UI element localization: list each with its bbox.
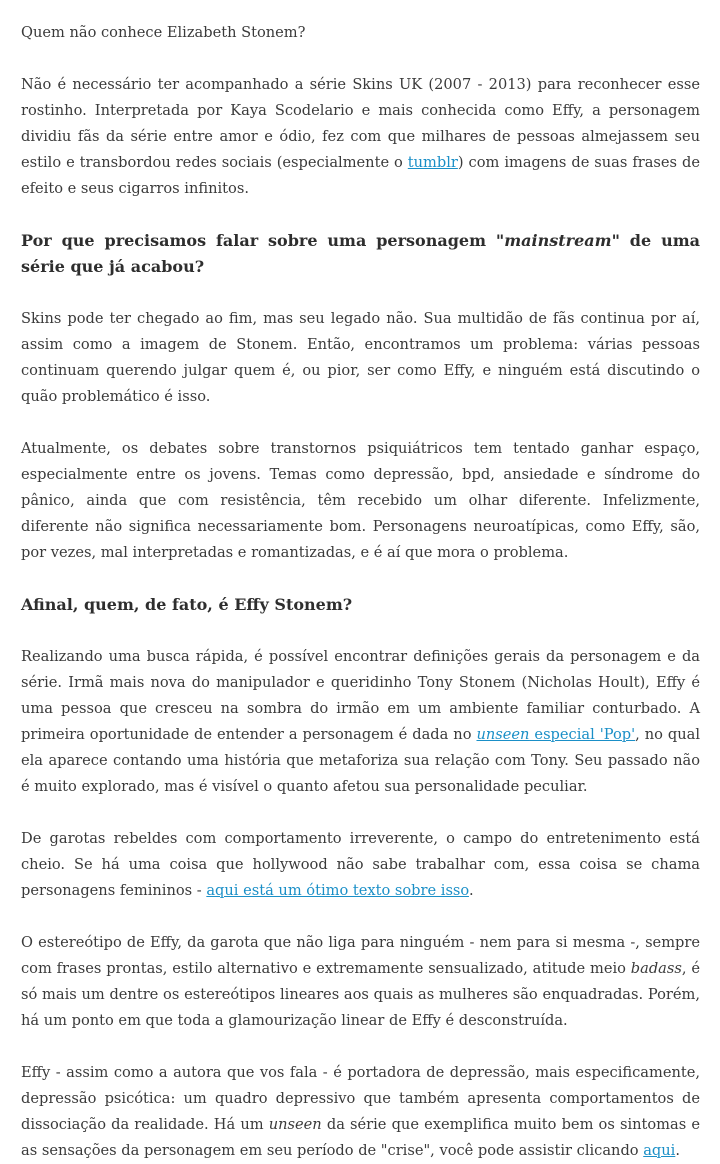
paragraph-text: , no qual ela aparece contando uma história que metaforiza sua relação com Tony. Seu passado não é muito explorado, mas é visível o quanto afetou sua personalidade peculiar. [21,726,700,795]
paragraph-text: . [468,882,474,899]
paragraph-text: Realizando uma busca rápida, é possível encontrar definições gerais da personagem e da série. Irmã mais nova do manipulador e queridinho Tony Stonem (Nicholas Hoult), Effy é uma pessoa que cresceu na sombra do irmão em um ambiente familiar conturbado. A primeira oportunidade de entender a personagem é dada no [21,648,700,743]
paragraph-legacy: Skins pode ter chegado ao fim, mas seu legado não. Sua multidão de fãs continua por aí, assim como a imagem de Stonem. Então, encontramos um problema: várias pessoas continuam querendo julgar quem é, ou pior, ser como Effy, e ninguém está discutindo o quão problemático é isso. [21,310,700,405]
paragraph-text: Não é necessário ter acompanhado a série Skins UK (2007 - 2013) para reconhecer esse rostinho. Interpretada por Kaya Scodelario e mais conhecida como Effy, a personagem dividiu fãs da série entre amor e ódio, fez com que milhares de pessoas almejassem seu estilo e transbordou redes sociais (especialmente o [21,76,700,171]
link-text: especial 'Pop' [529,726,636,743]
paragraph-depression [21,1060,700,1164]
paragraph-skins-intro [21,72,700,202]
great-text-link[interactable]: aqui está um ótimo texto sobre isso [206,882,469,899]
paragraph-emphasis: badass [630,960,682,977]
heading-who-is-effy: Afinal, quem, de fato, é Effy Stonem? [21,595,353,614]
heading-text: Por que precisamos falar sobre uma personagem " [21,231,505,250]
heading-why-talk [21,228,700,280]
heading-emphasis: mainstream [504,231,612,250]
paragraph-text: ) com imagens de suas frases de efeito e seus cigarros infinitos. [21,154,700,197]
paragraph-debates: Atualmente, os debates sobre transtornos psiquiátricos tem tentado ganhar espaço, especialmente entre os jovens. Temas como depressão, bpd, ansiedade e síndrome do pânico, ainda que com resistência, têm recebido um olhar diferente. Infelizmente, diferente não significa necessariamente bom. Personagens neuroatípicas, como Effy, são, por vezes, mal interpretadas e romantizadas, e é aí que mora o problema. [21,440,700,561]
paragraph-text: , é só mais um dentre os estereótipos lineares aos quais as mulheres são enquadradas. Porém, há um ponto em que toda a glamourização linear de Effy é desconstruída. [21,960,700,1029]
paragraph-quick-search [21,644,700,800]
watch-here-link[interactable]: aqui [643,1142,676,1159]
heading-text: " de uma série que já acabou? [21,231,700,276]
paragraph-text: De garotas rebeldes com comportamento irreverente, o campo do entretenimento está cheio. Se há uma coisa que hollywood não sabe trabalhar com, essa coisa se chama personagens femininos - [21,830,700,899]
unseen-pop-link[interactable] [476,726,635,743]
paragraph-text: da série que exemplifica muito bem os sintomas e as sensações da personagem em seu período de "crise", você pode assistir clicando [21,1116,700,1159]
tumblr-link[interactable]: tumblr [407,154,458,171]
paragraph-text: . [675,1142,680,1159]
intro-question: Quem não conhece Elizabeth Stonem? [21,24,306,41]
paragraph-rebel-girls [21,826,700,904]
paragraph-emphasis: unseen [268,1116,322,1133]
paragraph-text: O estereótipo de Effy, da garota que não liga para ninguém - nem para si mesma -, sempre com frases prontas, estilo alternativo e extremamente sensualizado, atitude meio [21,934,700,977]
paragraph-stereotype [21,930,700,1034]
link-emphasis: unseen [476,726,530,743]
paragraph-text: Effy - assim como a autora que vos fala - é portadora de depressão, mais especificamente, depressão psicótica: um quadro depressivo que também apresenta comportamentos de dissociação da realidade. Há um [21,1064,700,1133]
